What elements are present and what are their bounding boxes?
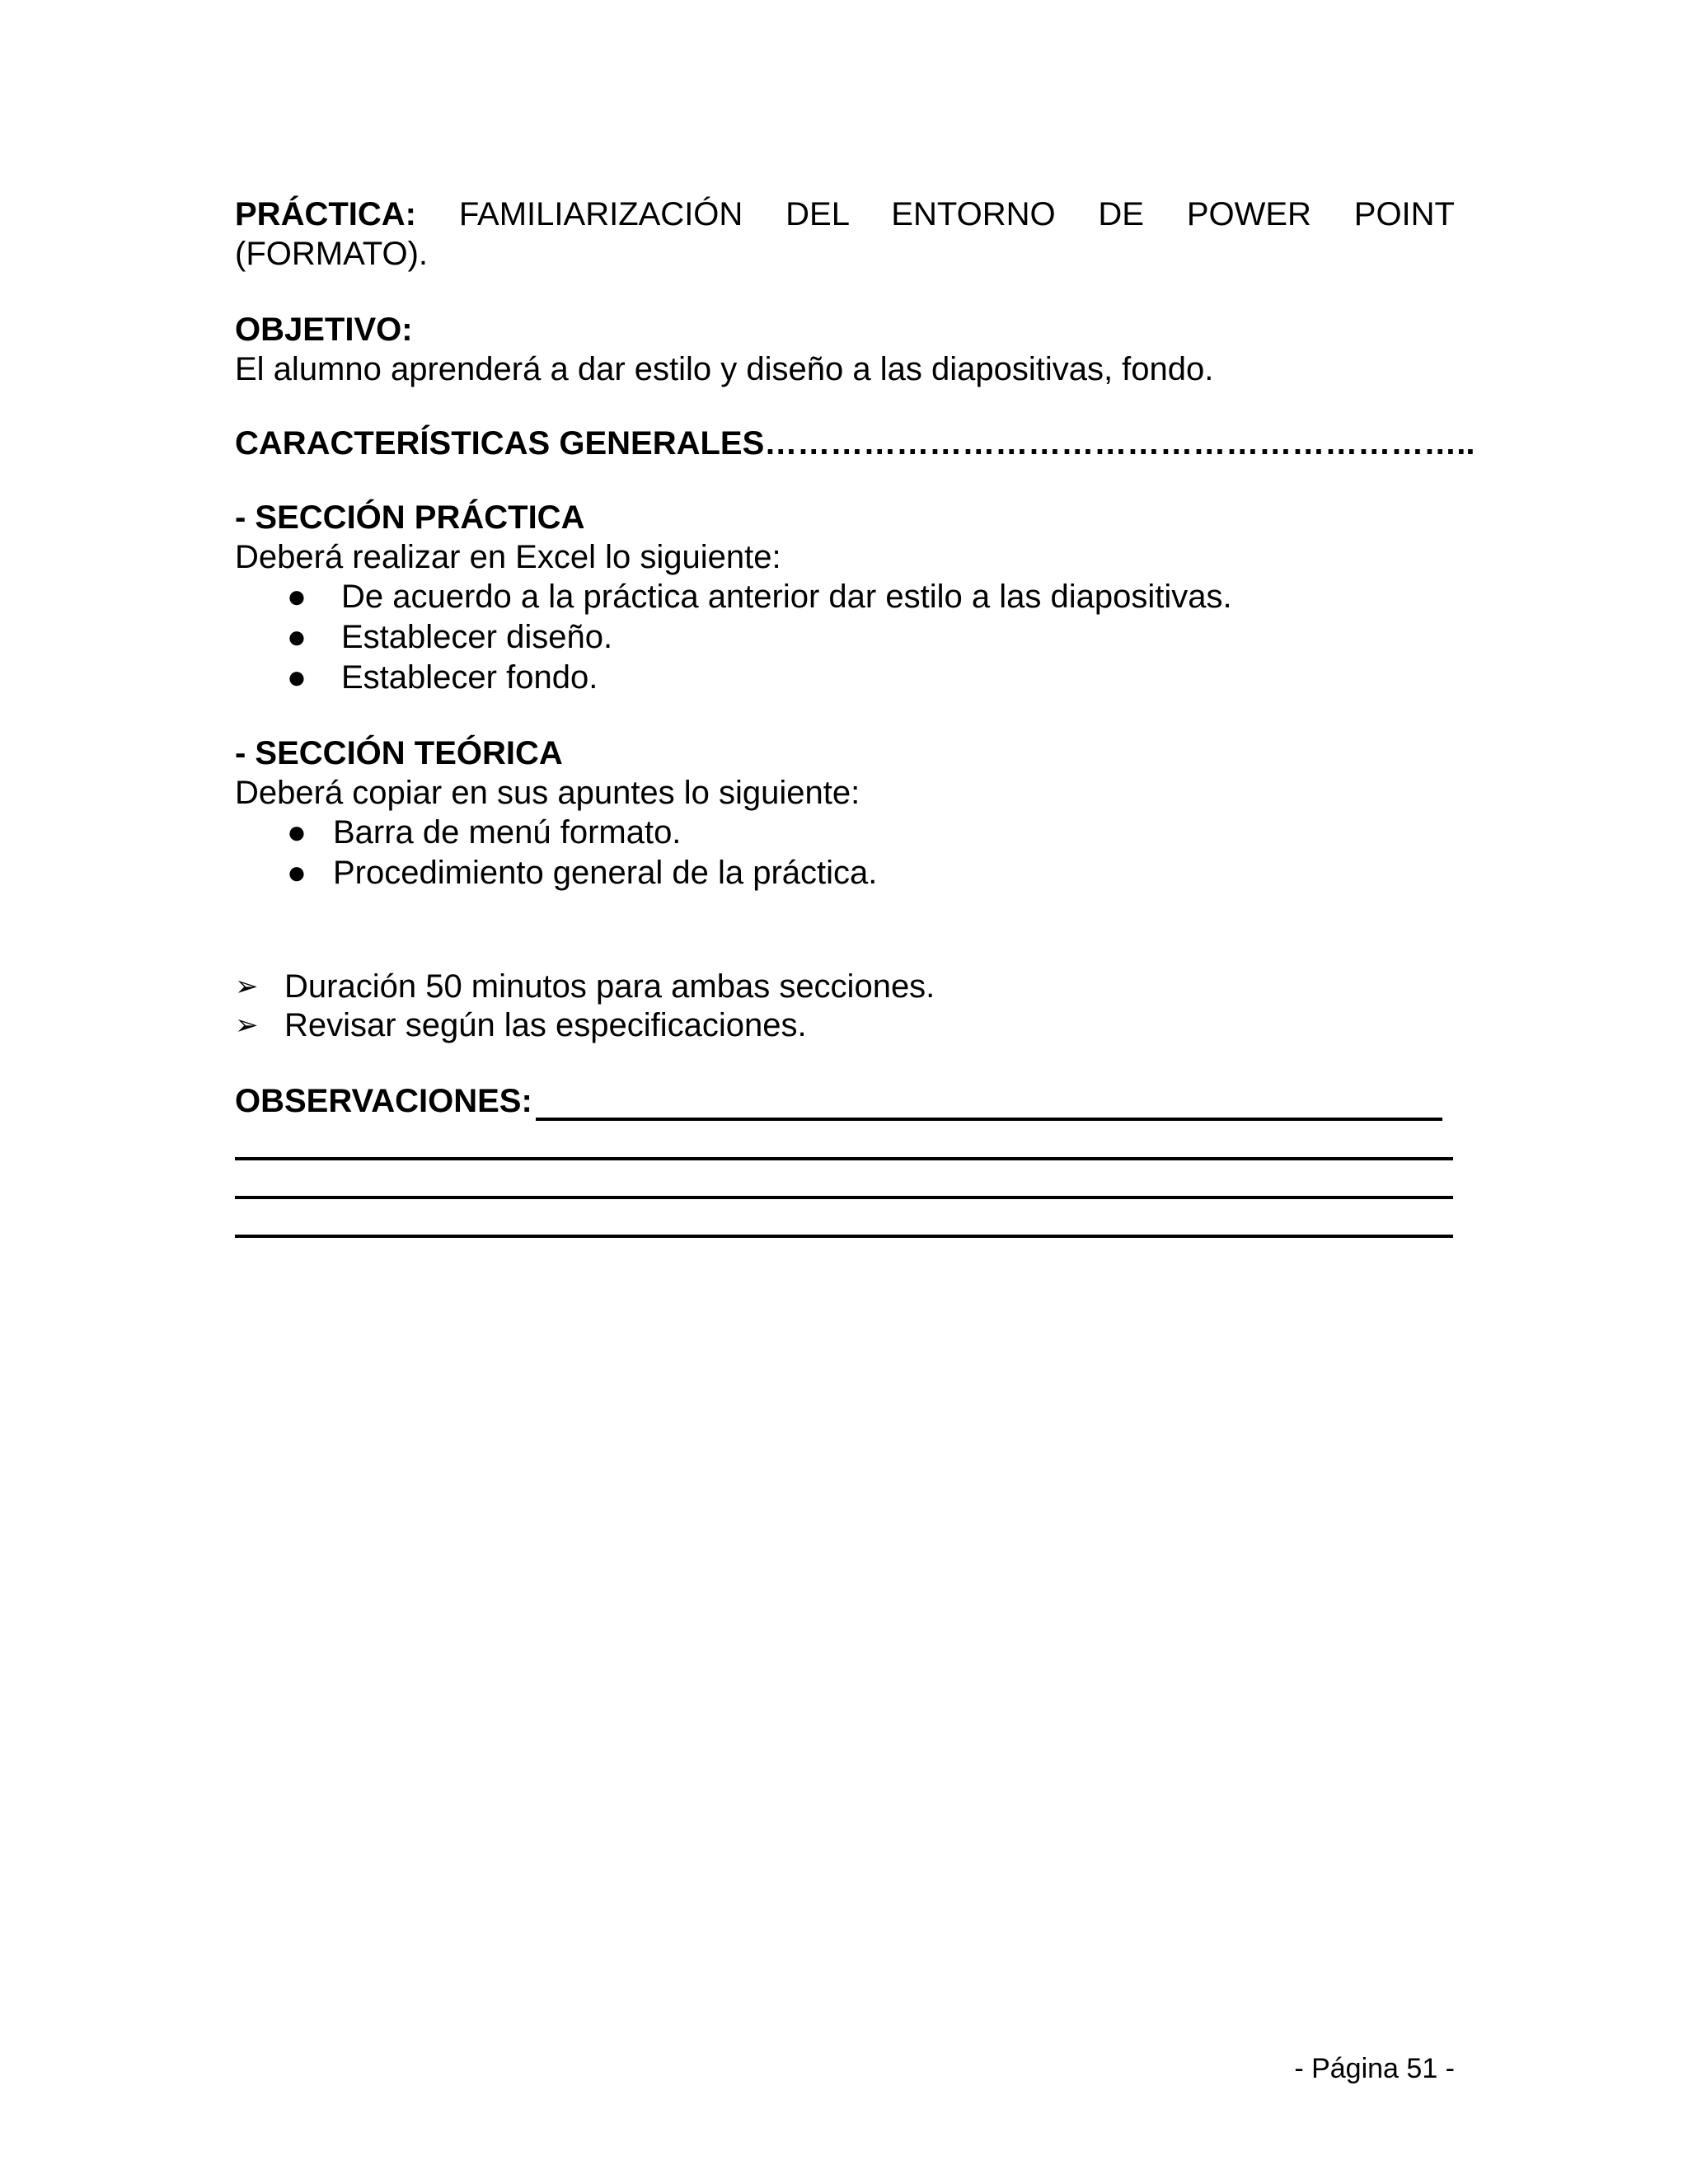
practice-title-continuation: (FORMATO).: [235, 236, 429, 272]
list-item-text: Duración 50 minutos para ambas secciones.: [284, 968, 935, 1005]
observations-label: OBSERVACIONES:: [235, 1083, 532, 1119]
practical-heading: - SECCIÓN PRÁCTICA: [235, 499, 585, 536]
observations-line: [235, 1235, 1453, 1238]
list-item: [235, 968, 1455, 1006]
page-number: - Página 51 -: [1294, 2053, 1455, 2084]
notes-section: [235, 968, 1455, 1045]
list-item-text: Revisar según las especificaciones.: [284, 1007, 807, 1043]
list-item: [280, 617, 1455, 658]
list-item-text: Procedimiento general de la práctica.: [333, 855, 878, 891]
arrow-bullet-icon: ➢: [235, 1010, 259, 1041]
objective-section: [235, 310, 1455, 389]
practice-label: PRÁCTICA:: [235, 196, 416, 232]
practice-title-line: [235, 194, 1455, 234]
practice-word: ENTORNO: [891, 196, 1056, 232]
practice-word: POINT: [1353, 196, 1455, 232]
list-item: [280, 658, 1455, 698]
theory-intro: Deberá copiar en sus apuntes lo siguiente:: [235, 775, 860, 811]
objective-text: El alumno aprenderá a dar estilo y diseño a las diapositivas, fondo.: [235, 351, 1214, 387]
list-item-text: Barra de menú formato.: [333, 814, 682, 851]
bullet-icon: ●: [286, 855, 307, 891]
practice-title: [235, 194, 1455, 274]
notes-list: [235, 968, 1455, 1045]
practice-word: DE: [1098, 196, 1144, 232]
bullet-icon: ●: [286, 579, 307, 615]
objective-heading: OBJETIVO:: [235, 312, 413, 348]
bullet-icon: ●: [286, 659, 307, 696]
bullet-icon: ●: [286, 619, 307, 655]
general-heading: CARACTERÍSTICAS GENERALES………………………………………………………..: [235, 425, 1475, 462]
theory-list: [280, 813, 1455, 893]
bullet-icon: ●: [286, 814, 307, 851]
theory-section: [235, 733, 1455, 893]
practical-intro: Deberá realizar en Excel lo siguiente:: [235, 539, 781, 575]
observations-line: [235, 1157, 1453, 1160]
practical-list: [280, 577, 1455, 698]
practical-section: [235, 498, 1455, 698]
practice-word: DEL: [785, 196, 849, 232]
observations-line: [536, 1118, 1442, 1121]
list-item-text: Establecer diseño.: [341, 619, 613, 655]
list-item: [280, 853, 1455, 893]
observations-line: [235, 1196, 1453, 1199]
list-item-text: Establecer fondo.: [341, 659, 598, 696]
arrow-bullet-icon: ➢: [235, 971, 259, 1002]
general-section: [235, 424, 1475, 463]
list-item: [235, 1006, 1455, 1045]
theory-heading: - SECCIÓN TEÓRICA: [235, 735, 563, 771]
list-item-text: De acuerdo a la práctica anterior dar estilo a las diapositivas.: [341, 579, 1232, 615]
practice-word: POWER: [1186, 196, 1311, 232]
list-item: [280, 577, 1455, 617]
observations-section: [235, 1081, 1455, 1121]
list-item: [280, 813, 1455, 853]
practice-word: FAMILIARIZACIÓN: [458, 196, 743, 232]
